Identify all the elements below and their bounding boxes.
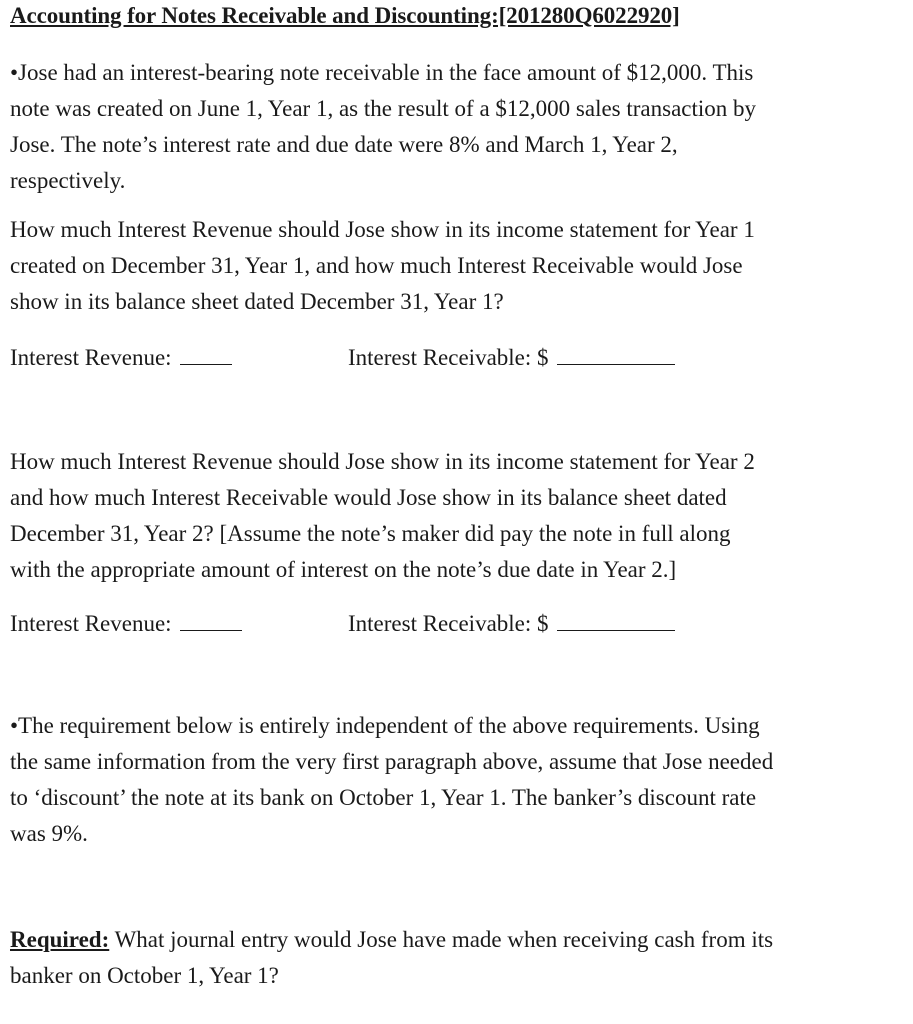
required-line: banker on October 1, Year 1? [10,963,279,988]
question1-answer-row [10,342,890,372]
intro-line: respectively. [10,168,126,193]
discount-line: •The requirement below is entirely independent of the above requirements. Using [10,713,760,738]
question2-line: How much Interest Revenue should Jose show in its income statement for Year 2 [10,449,755,474]
discount-paragraph [10,708,890,852]
intro-line: note was created on June 1, Year 1, as the result of a $12,000 sales transaction by [10,96,757,121]
interest-revenue-label: Interest Revenue: [10,611,172,636]
question1-line: show in its balance sheet dated December 31, Year 1? [10,289,504,314]
discount-line: was 9%. [10,821,88,846]
interest-revenue-blank-y2[interactable] [180,608,242,631]
question1-line: created on December 31, Year 1, and how much Interest Receivable would Jose [10,253,743,278]
discount-line: to ‘discount’ the note at its bank on October 1, Year 1. The banker’s discount rate [10,785,757,810]
question2-line: with the appropriate amount of interest on the note’s due date in Year 2.] [10,557,677,582]
question1-paragraph [10,212,890,320]
interest-receivable-label: Interest Receivable: $ [348,345,549,370]
question2-answer-row [10,608,890,638]
interest-receivable-blank-y1[interactable] [557,342,675,365]
question2-line: December 31, Year 2? [Assume the note’s maker did pay the note in full along [10,521,731,546]
required-paragraph [10,922,890,994]
interest-receivable-label: Interest Receivable: $ [348,611,549,636]
discount-line: the same information from the very first paragraph above, assume that Jose needed [10,749,774,774]
required-label: Required: [10,927,110,952]
question2-paragraph [10,444,890,588]
interest-receivable-blank-y2[interactable] [557,608,675,631]
interest-revenue-blank-y1[interactable] [180,342,232,365]
interest-revenue-label: Interest Revenue: [10,345,172,370]
question2-line: and how much Interest Receivable would Jose show in its balance sheet dated [10,485,727,510]
document-title: Accounting for Notes Receivable and Discounting:[201280Q6022920] [10,3,680,28]
intro-line: •Jose had an interest-bearing note receivable in the face amount of $12,000. This [10,60,754,85]
question1-line: How much Interest Revenue should Jose show in its income statement for Year 1 [10,217,755,242]
intro-line: Jose. The note’s interest rate and due date were 8% and March 1, Year 2, [10,132,678,157]
intro-paragraph [10,55,890,199]
required-text: What journal entry would Jose have made when receiving cash from its [109,927,774,952]
